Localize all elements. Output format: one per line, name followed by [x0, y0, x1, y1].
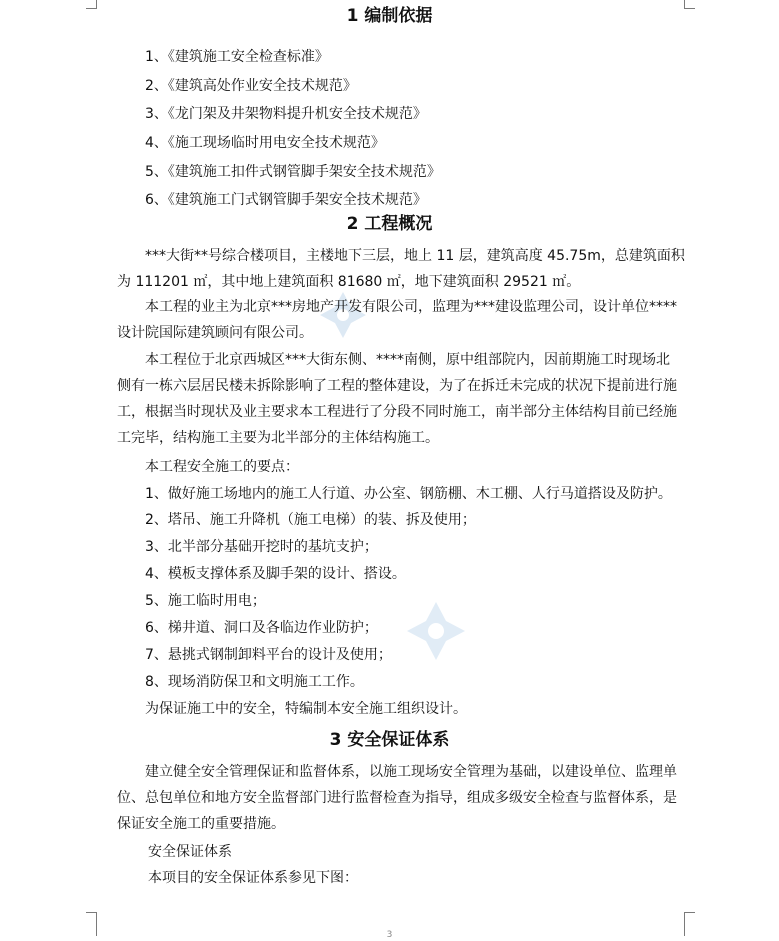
reference-item: 2、《建筑高处作业安全技术规范》 — [145, 78, 357, 94]
section-heading-2: 2 工程概况 — [346, 214, 433, 234]
key-point-item: 3、北半部分基础开挖时的基坑支护； — [145, 539, 378, 555]
margin-mark-bottom-right-h — [684, 912, 695, 913]
key-points-intro: 本工程安全施工的要点： — [145, 459, 299, 475]
reference-item: 5、《建筑施工扣件式钢管脚手架安全技术规范》 — [145, 164, 441, 180]
key-point-item: 4、模板支撑体系及脚手架的设计、搭设。 — [145, 566, 406, 582]
section-heading-3: 3 安全保证体系 — [329, 730, 450, 750]
paragraph-line: 位、总包单位和地方安全监督部门进行监督检查为指导，组成多级安全检查与监督体系，是 — [117, 790, 677, 806]
paragraph-line: ***大街**号综合楼项目，主楼地下三层，地上 11 层，建筑高度 45.75m，总建筑面积 — [145, 248, 685, 264]
key-point-item: 2、塔吊、施工升降机（施工电梯）的装、拆及使用； — [145, 512, 476, 528]
closing-line: 为保证施工中的安全，特编制本安全施工组织设计。 — [145, 701, 467, 717]
paragraph-line: 建立健全安全管理保证和监督体系，以施工现场安全管理为基础，以建设单位、监理单 — [145, 764, 677, 780]
reference-item: 1、《建筑施工安全检查标准》 — [145, 49, 329, 65]
paragraph-line: 为 111201 ㎡，其中地上建筑面积 81680 ㎡，地下建筑面积 29521 ㎡。 — [117, 274, 581, 290]
paragraph-line: 工完毕，结构施工主要为北半部分的主体结构施工。 — [117, 430, 439, 446]
key-point-item: 1、做好施工场地内的施工人行道、办公室、钢筋棚、木工棚、人行马道搭设及防护。 — [145, 486, 672, 502]
reference-item: 4、《施工现场临时用电安全技术规范》 — [145, 135, 385, 151]
page-number: 3 — [386, 930, 393, 940]
reference-item: 6、《建筑施工门式钢管脚手架安全技术规范》 — [145, 192, 427, 208]
paragraph-line: 工，根据当时现状及业主要求本工程进行了分段不同时施工，南半部分主体结构目前已经施 — [117, 404, 677, 420]
paragraph-line: 侧有一栋六层居民楼未拆除影响了工程的整体建设，为了在拆迁未完成的状况下提前进行施 — [117, 378, 677, 394]
paragraph-line: 本工程位于北京西城区***大街东侧、****南侧，原中组部院内，因前期施工时现场北 — [145, 352, 670, 368]
subheading: 安全保证体系 — [148, 844, 232, 860]
paragraph-line: 本工程的业主为北京***房地产开发有限公司，监理为***建设监理公司，设计单位**** — [145, 299, 677, 315]
key-point-item: 7、悬挑式钢制卸料平台的设计及使用； — [145, 647, 392, 663]
paragraph-line: 保证安全施工的重要措施。 — [117, 816, 285, 832]
key-point-item: 6、梯井道、洞口及各临边作业防护； — [145, 620, 378, 636]
paragraph-line: 设计院国际建筑顾问有限公司。 — [117, 325, 313, 341]
section-heading-1: 1 编制依据 — [346, 6, 433, 26]
key-point-item: 8、现场消防保卫和文明施工工作。 — [145, 674, 364, 690]
key-point-item: 5、施工临时用电； — [145, 593, 266, 609]
margin-mark-bottom-left-h — [86, 912, 97, 913]
reference-item: 3、《龙门架及井架物料提升机安全技术规范》 — [145, 106, 427, 122]
figure-note: 本项目的安全保证体系参见下图： — [148, 870, 358, 886]
watermark-logo — [405, 600, 467, 662]
